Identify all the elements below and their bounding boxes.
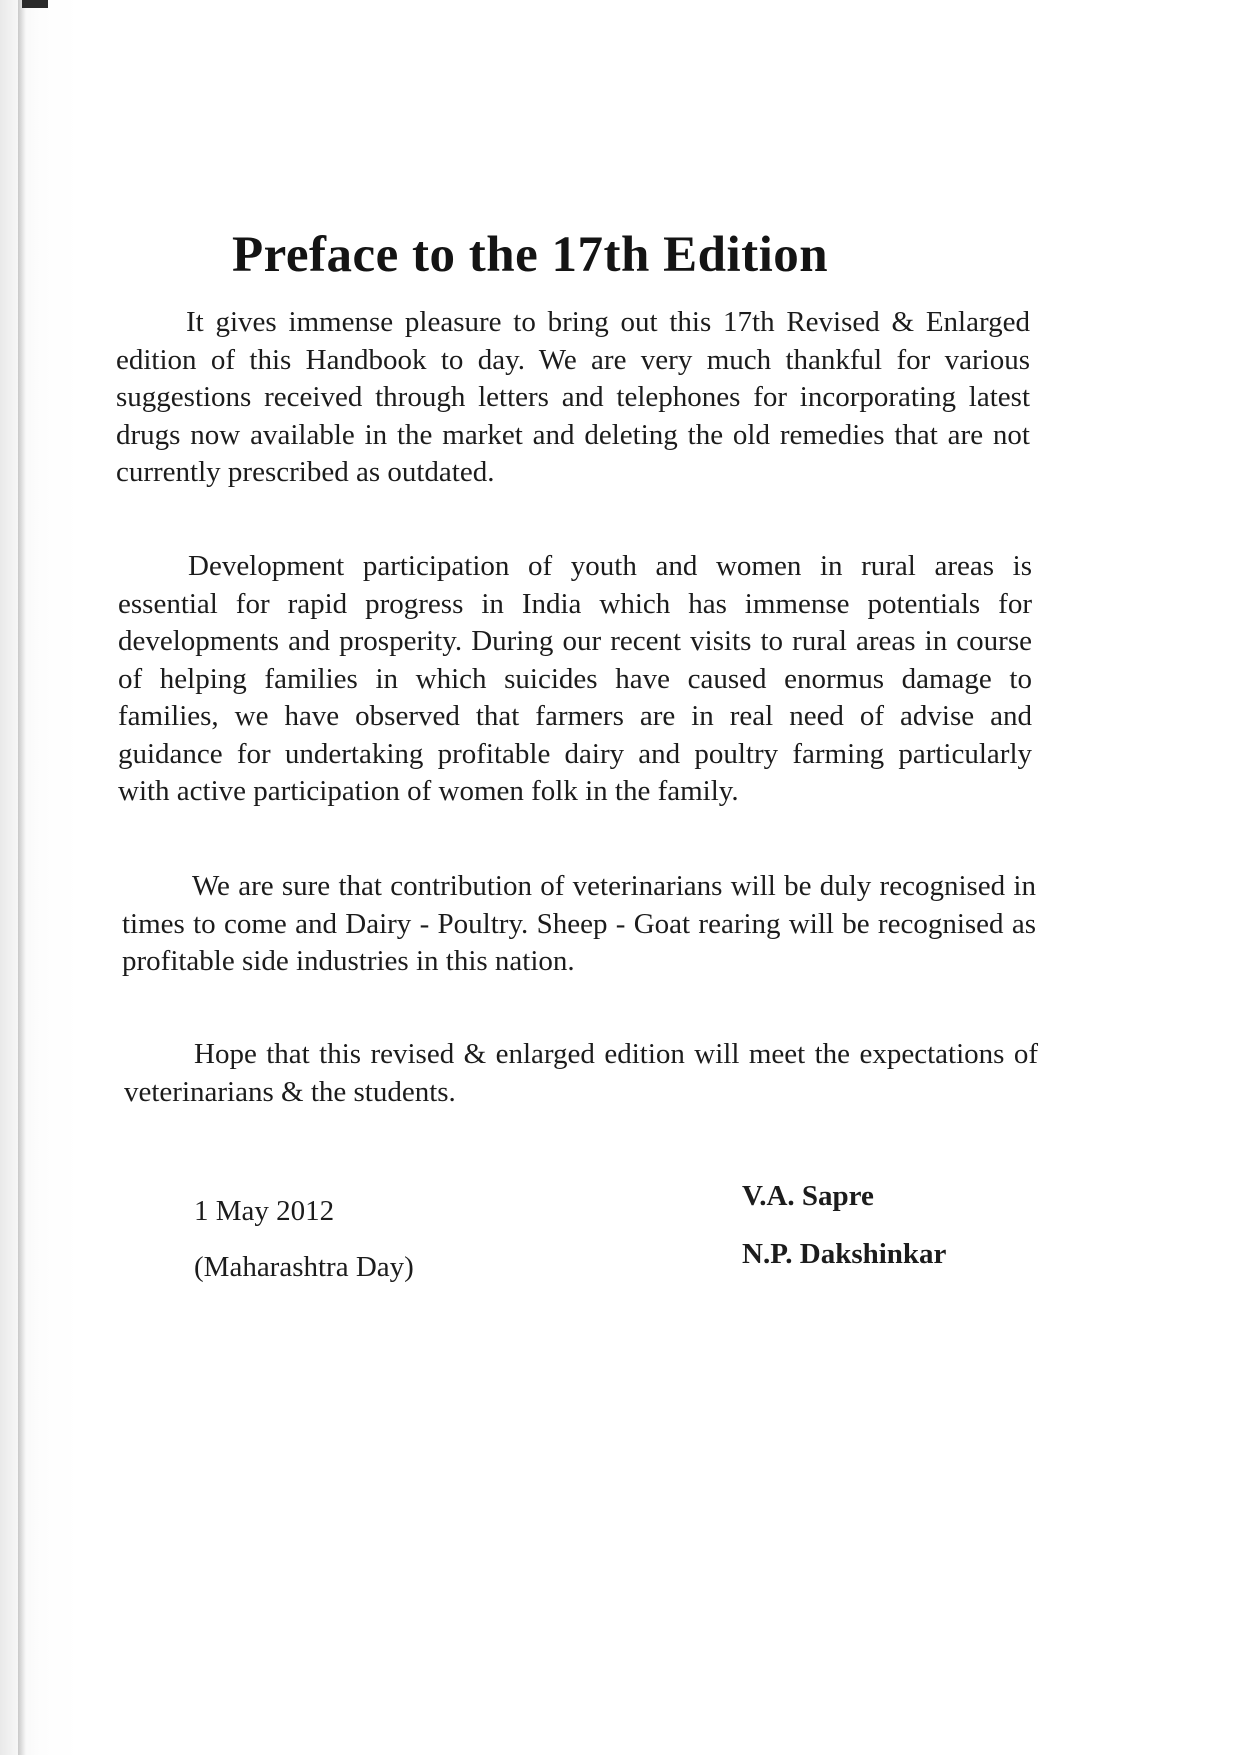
paragraph-closing: Hope that this revised & enlarged edition will meet the expectations of veterinarians & the students. — [124, 1038, 1038, 1108]
paragraph-veterinarians: We are sure that contribution of veterinarians will be duly recognised in times to come and Dairy - Poultry. Sheep - Goat rearing will be recognised as profitable side industries in this nation. — [122, 870, 1036, 977]
page-title: Preface to the 17th Edition — [232, 227, 829, 283]
paragraph-development: Development participation of youth and women in rural areas is essential for rapid progress in India which has immense potentials for developments and prosperity. During our recent visits to rural areas in course of helping families in which suicides have caused enormus damage to families, we have observed that farmers are in real need of advise and guidance for undertaking profitable dairy and poultry farming particularly with active participation of women folk in the family. — [118, 550, 1032, 807]
author-name: N.P. Dakshinkar — [742, 1238, 947, 1270]
author-name: V.A. Sapre — [742, 1180, 874, 1212]
paragraph-intro: It gives immense pleasure to bring out this 17th Revised & Enlarged edition of this Handbook to day. We are very much thankful for various suggestions received through letters and telephones for incorporating latest drugs now available in the market and deleting the old remedies that are not currently prescribed as outdated. — [116, 306, 1030, 488]
preface-date: 1 May 2012 — [194, 1195, 335, 1227]
page-edge-shadow — [18, 0, 26, 1755]
corner-mark — [22, 0, 48, 8]
preface-occasion: (Maharashtra Day) — [194, 1251, 414, 1283]
